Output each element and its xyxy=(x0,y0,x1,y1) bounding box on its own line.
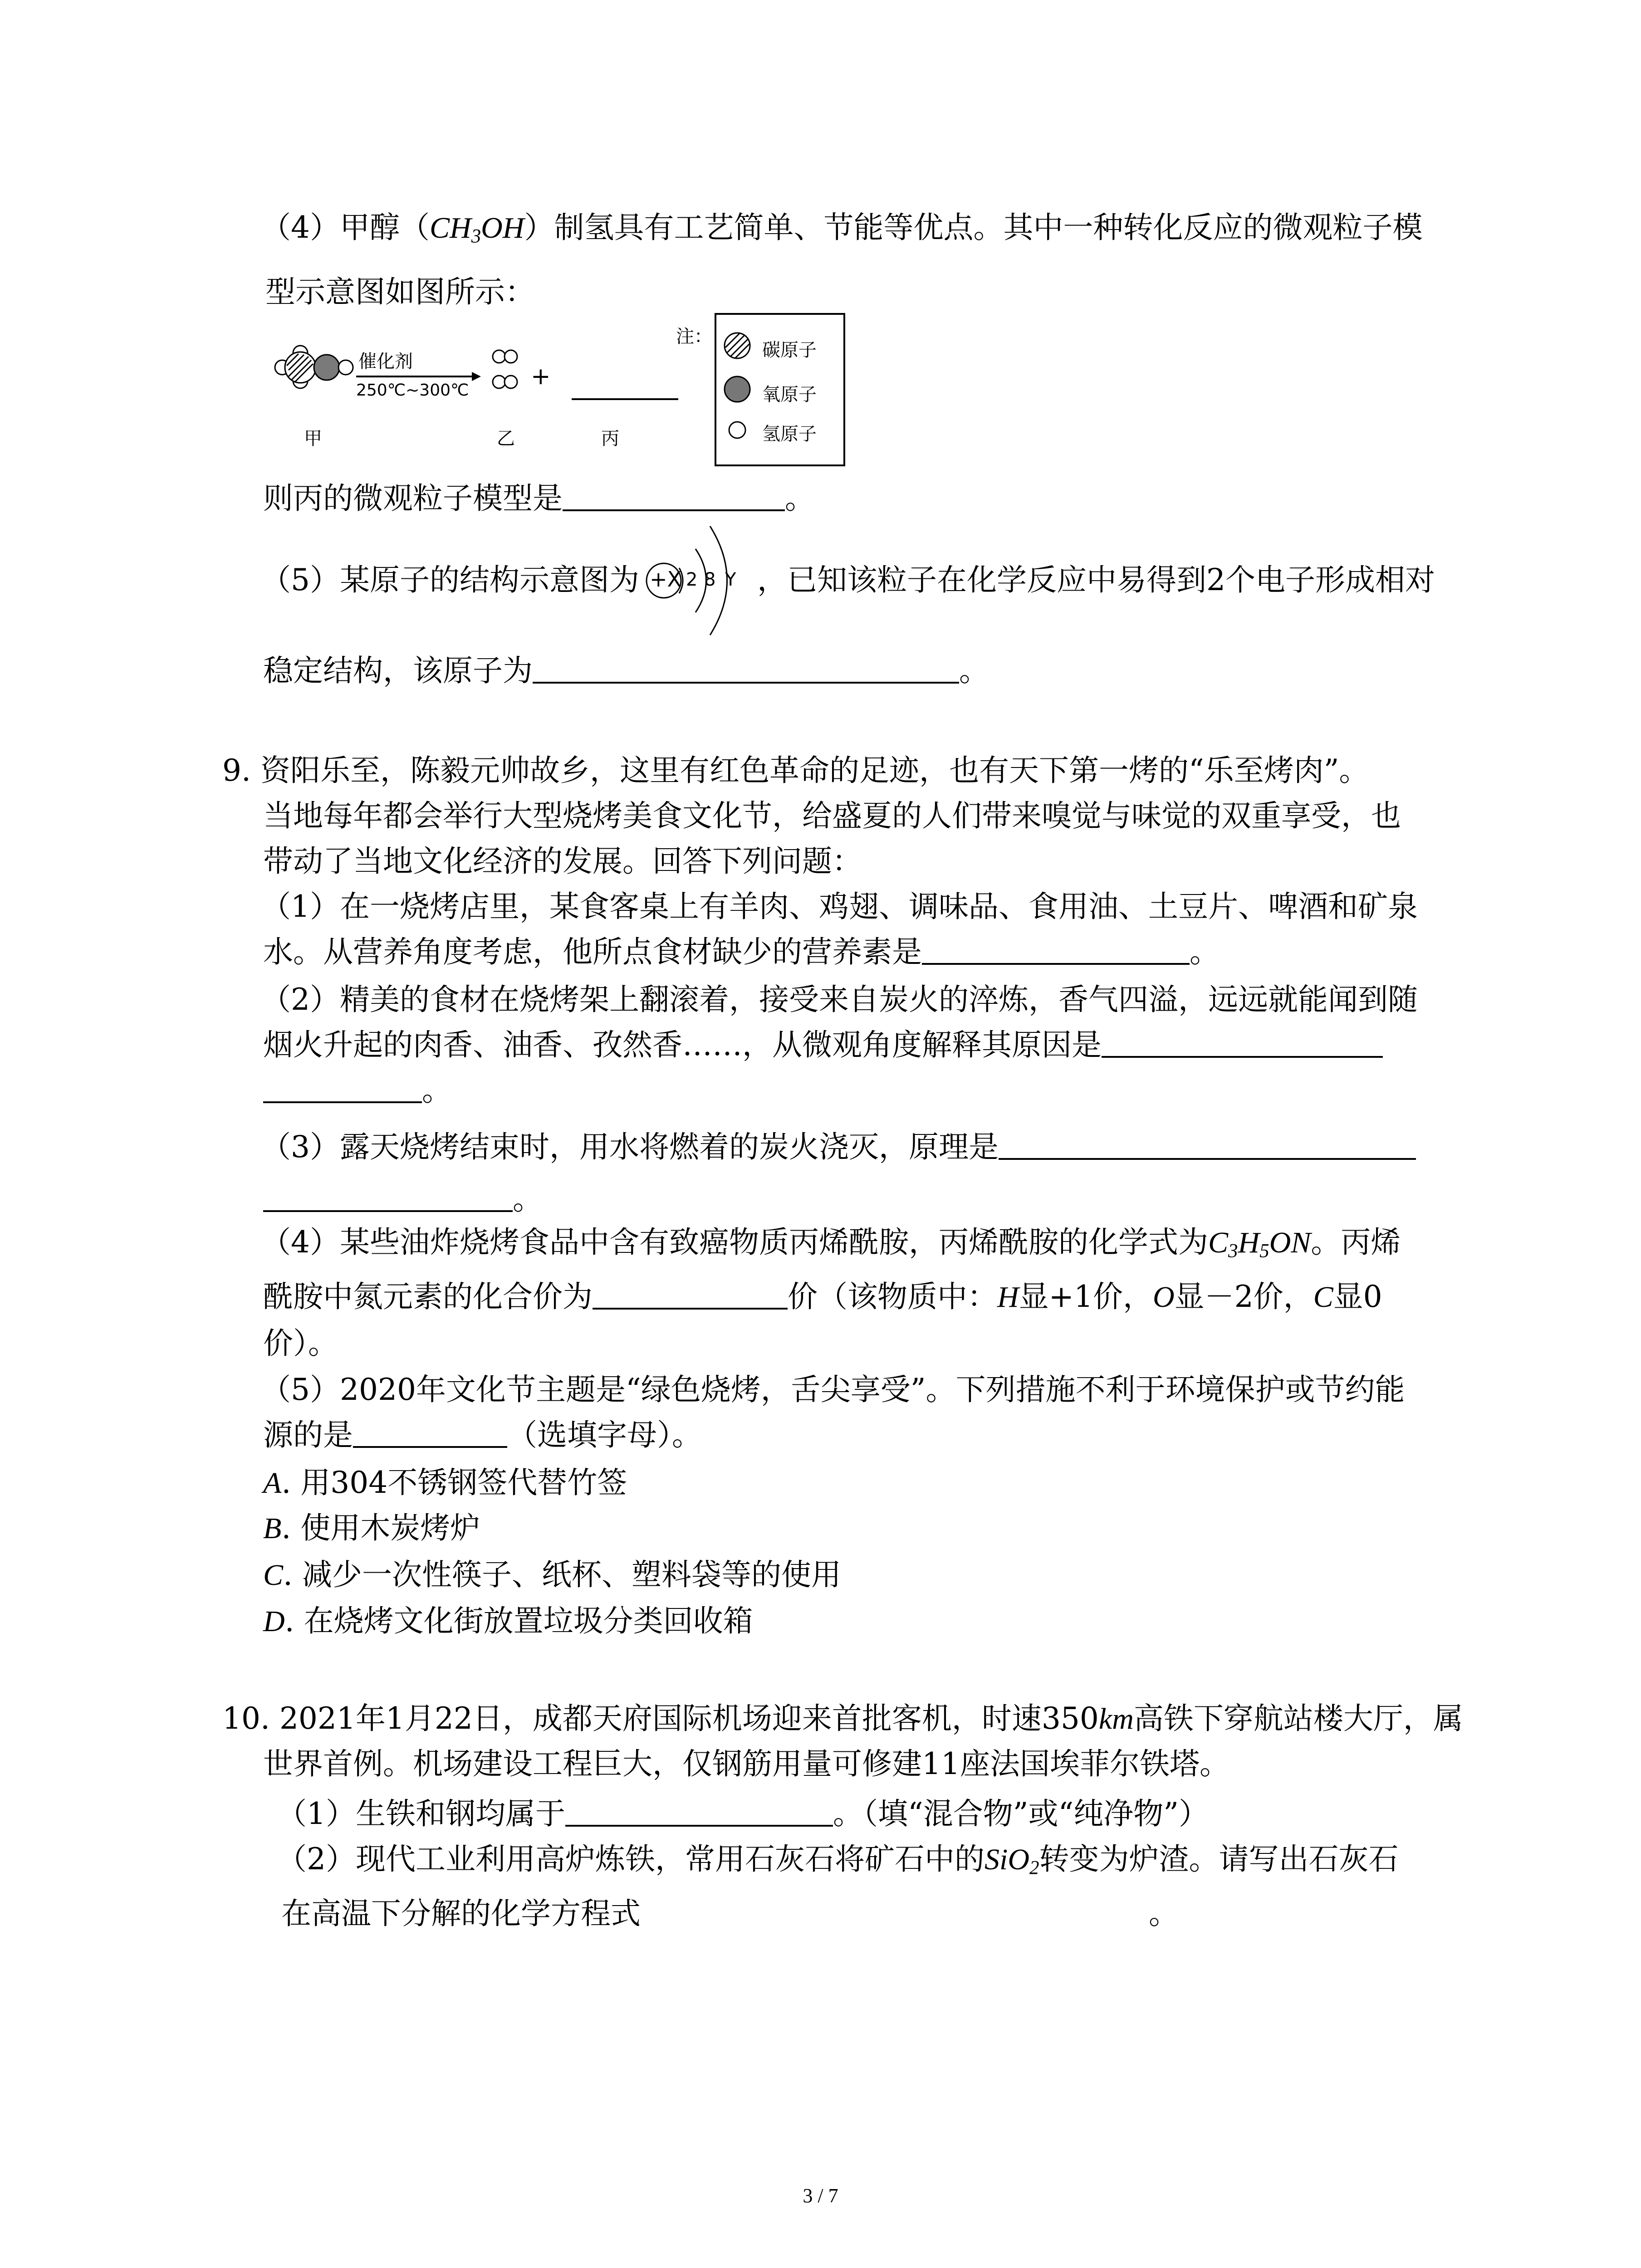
formula-part: CH xyxy=(430,211,471,244)
answer-blank[interactable] xyxy=(1102,1029,1383,1058)
q9-option-a[interactable] xyxy=(263,1463,627,1503)
atom-shell2-label: 8 xyxy=(704,569,716,590)
hydrogen-atom-icon xyxy=(729,422,745,438)
q9-line7 xyxy=(263,1025,1383,1065)
formula-part: SiO xyxy=(985,1843,1029,1876)
text: 烟火升起的肉香、油香、孜然香……，从微观角度解释其原因是 xyxy=(263,1027,1102,1062)
option-text: . 用304不锈钢签代替竹签 xyxy=(281,1465,627,1500)
answer-blank[interactable] xyxy=(263,1183,513,1212)
text: （3）露天烧烤结束时，用水将燃着的炭火浇灭，原理是 xyxy=(261,1129,999,1164)
legend-oxygen-label: 氧原子 xyxy=(762,384,817,405)
text: 源的是 xyxy=(263,1418,353,1452)
q9-line11 xyxy=(261,1222,1401,1263)
option-text: . 在烧烤文化街放置垃圾分类回收箱 xyxy=(284,1603,753,1638)
text: 转变为炉渣。请写出石灰石 xyxy=(1039,1842,1399,1877)
label-jia: 甲 xyxy=(304,428,322,449)
q9-line10 xyxy=(263,1179,543,1219)
q9-line13: 价）。 xyxy=(263,1326,338,1361)
q8-p4-line2: 型示意图如图所示： xyxy=(265,274,535,309)
element-symbol: O xyxy=(1152,1281,1175,1314)
q9-line6: （2）精美的食材在烧烤架上翻滚着，接受来自炭火的淬炼，香气四溢，远远就能闻到随 xyxy=(261,982,1418,1017)
text: 酰胺中氮元素的化合价为 xyxy=(263,1279,593,1314)
text: （1）生铁和钢均属于 xyxy=(277,1796,565,1831)
q9-line14: （5）2020年文化节主题是“绿色烧烤，舌尖享受”。下列措施不利于环境保护或节约能 xyxy=(261,1372,1405,1407)
plus-sign: + xyxy=(531,363,551,390)
text: 显0 xyxy=(1333,1279,1382,1314)
answer-blank[interactable] xyxy=(563,482,785,511)
text: 显+1价， xyxy=(1019,1279,1153,1314)
formula-part: ON xyxy=(1269,1226,1311,1259)
option-text: . 减少一次性筷子、纸杯、塑料袋等的使用 xyxy=(283,1557,841,1592)
text: 。（填“混合物”或“纯净物”） xyxy=(833,1796,1209,1831)
answer-blank[interactable] xyxy=(593,1281,788,1310)
text: 高铁下穿航站楼大厅，属 xyxy=(1133,1701,1463,1736)
formula-sub: 5 xyxy=(1259,1240,1269,1262)
atom-nucleus-label: +X xyxy=(650,567,682,591)
q9-option-b[interactable] xyxy=(263,1508,480,1549)
catalyst-label: 催化剂 xyxy=(358,351,413,372)
label-bing: 丙 xyxy=(601,428,619,449)
q9-option-c[interactable] xyxy=(263,1555,841,1595)
element-symbol: C xyxy=(1313,1281,1333,1314)
text: 。 xyxy=(785,481,815,516)
option-letter: B xyxy=(263,1512,282,1545)
text: 价（该物质中： xyxy=(788,1279,997,1314)
q8-p4-line1 xyxy=(261,208,1422,248)
text: 稳定结构，该原子为 xyxy=(263,653,533,688)
q8-p5-line1 xyxy=(261,560,1435,600)
q10-line4 xyxy=(277,1839,1398,1880)
legend-note: 注： xyxy=(676,326,712,347)
q8-p5-line2 xyxy=(263,651,989,691)
q9-line15 xyxy=(263,1415,702,1455)
formula-part: OH xyxy=(481,211,524,244)
q10-line2: 世界首例。机场建设工程巨大，仅钢筋用量可修建11座法国埃菲尔铁塔。 xyxy=(263,1746,1230,1781)
q9-line4: （1）在一烧烤店里，某食客桌上有羊肉、鸡翅、调味品、食用油、土豆片、啤酒和矿泉 xyxy=(261,889,1418,924)
text: （2）现代工业利用高炉炼铁，常用石灰石将矿石中的 xyxy=(277,1842,985,1877)
element-symbol: H xyxy=(997,1281,1019,1314)
legend-hydrogen-label: 氢原子 xyxy=(762,424,817,445)
answer-blank[interactable] xyxy=(353,1419,507,1448)
answer-blank[interactable] xyxy=(999,1131,1416,1160)
text: 水。从营养角度考虑，他所点食材缺少的营养素是 xyxy=(263,934,922,969)
text: 。 xyxy=(959,653,989,688)
text: 显－2价， xyxy=(1174,1279,1313,1314)
methanol-molecule-icon xyxy=(275,346,353,388)
q9-line8 xyxy=(263,1070,452,1110)
text: （选填字母）。 xyxy=(507,1418,702,1452)
answer-blank[interactable] xyxy=(263,1074,422,1103)
q9-line3: 带动了当地文化经济的发展。回答下列问题： xyxy=(263,844,862,879)
q9-line1: 9. 资阳乐至，陈毅元帅故乡，这里有红色革命的足迹，也有天下第一烤的“乐至烤肉”。 xyxy=(222,753,1369,788)
formula-part: H xyxy=(1238,1226,1260,1259)
label-yi: 乙 xyxy=(497,428,515,449)
text: （4）某些油炸烧烤食品中含有致癌物质丙烯酰胺，丙烯酰胺的化学式为 xyxy=(261,1225,1208,1260)
option-text: . 使用木炭烤炉 xyxy=(281,1510,480,1545)
q9-line5 xyxy=(263,932,1220,972)
q9-line2: 当地每年都会举行大型烧烤美食文化节，给盛夏的人们带来嗅觉与味觉的双重享受，也 xyxy=(263,798,1401,833)
legend-icons xyxy=(721,327,758,454)
q10-line5 xyxy=(281,1894,1179,1934)
text: 则丙的微观粒子模型是 xyxy=(263,481,563,516)
q9-line9 xyxy=(261,1127,1416,1167)
text: 。 xyxy=(422,1073,452,1108)
option-letter: A xyxy=(263,1466,282,1500)
text: 。 xyxy=(513,1182,543,1217)
text: 。 xyxy=(1190,934,1220,969)
text: （4）甲醇（ xyxy=(261,210,430,245)
text: （5）某原子的结构示意图为 xyxy=(261,562,639,597)
text: 。丙烯 xyxy=(1311,1225,1401,1260)
formula-sub: 3 xyxy=(471,225,481,247)
hydrogen-molecules-icon xyxy=(493,350,517,388)
answer-blank[interactable] xyxy=(565,1798,833,1827)
q10-line1 xyxy=(222,1699,1463,1739)
unit: km xyxy=(1098,1702,1134,1735)
temperature-label: 250℃~300℃ xyxy=(356,381,469,400)
answer-blank[interactable] xyxy=(533,655,959,684)
formula-sub: 3 xyxy=(1228,1240,1238,1262)
carbon-atom-icon xyxy=(725,333,750,358)
oxygen-atom-icon xyxy=(725,376,750,402)
atom-shell3-label: Y xyxy=(725,569,736,590)
answer-blank[interactable] xyxy=(922,936,1190,965)
option-letter: D xyxy=(263,1605,285,1638)
q9-option-d[interactable] xyxy=(263,1601,753,1642)
text: 在高温下分解的化学方程式 xyxy=(281,1896,641,1931)
option-letter: C xyxy=(263,1559,284,1592)
q9-line12 xyxy=(263,1277,1382,1317)
text: ，已知该粒子在化学反应中易得到2个电子形成相对 xyxy=(757,562,1435,597)
page-number: 3 / 7 xyxy=(803,2185,838,2207)
text: 。 xyxy=(1149,1896,1179,1931)
q8-p4-answer xyxy=(263,479,815,518)
atom-shell1-label: 2 xyxy=(686,569,698,590)
formula-part: C xyxy=(1208,1226,1229,1259)
text: ）制氢具有工艺简单、节能等优点。其中一种转化反应的微观粒子模 xyxy=(524,210,1423,245)
text: 10. 2021年1月22日，成都天府国际机场迎来首批客机，时速350 xyxy=(222,1701,1099,1736)
formula-sub: 2 xyxy=(1029,1857,1039,1879)
legend-carbon-label: 碳原子 xyxy=(762,340,817,361)
q10-line3 xyxy=(277,1794,1209,1834)
